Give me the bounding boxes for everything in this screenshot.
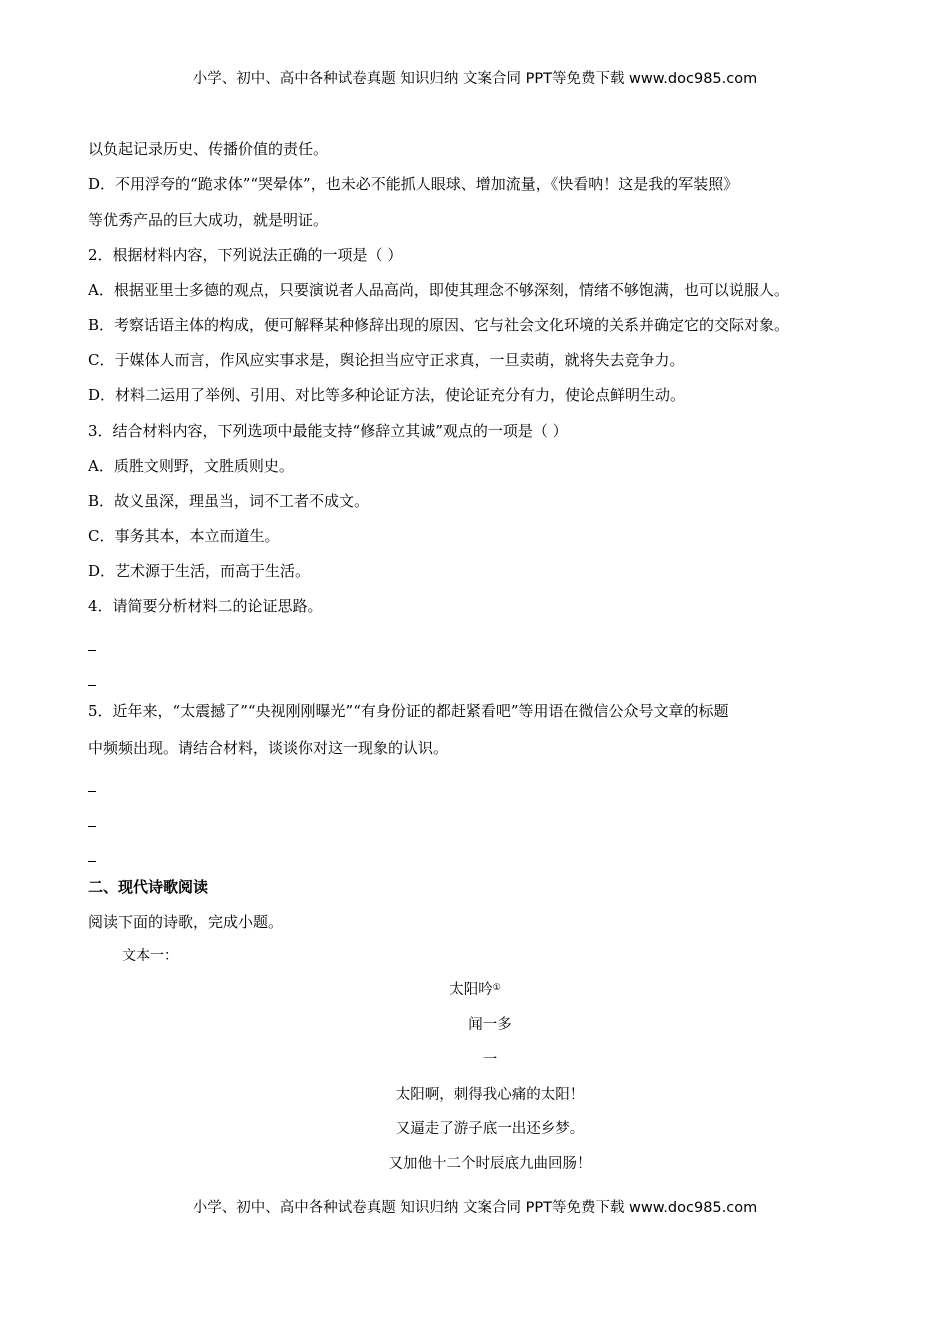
q2-stem: 2．根据材料内容，下列说法正确的一项是（ ） bbox=[88, 246, 403, 264]
footnote-marker[interactable]: ① bbox=[492, 983, 501, 993]
q3-option-c: C．事务其本，本立而道生。 bbox=[88, 527, 280, 545]
answer-blank-line[interactable] bbox=[88, 791, 96, 792]
q2-option-b: B．考察话语主体的构成，便可解释某种修辞出现的原因、它与社会文化环境的关系并确定它的交际对象。 bbox=[88, 316, 790, 334]
poem-author: 闻一多 bbox=[468, 1017, 512, 1033]
poem-part-number: 一 bbox=[482, 1052, 498, 1068]
text-label: 文本一： bbox=[122, 948, 178, 964]
section-instruction: 阅读下面的诗歌，完成小题。 bbox=[88, 913, 284, 931]
page-header: 小学、初中、高中各种试卷真题 知识归纳 文案合同 PPT等免费下载 www.doc985.com bbox=[192, 71, 758, 87]
section-title: 二、现代诗歌阅读 bbox=[88, 878, 209, 896]
q5-line2: 中频频出现。请结合材料，谈谈你对这一现象的认识。 bbox=[88, 739, 449, 757]
q2-option-a: A．根据亚里士多德的观点，只要演说者人品高尚，即使其理念不够深刻，情绪不够饱满，也可以说服人。 bbox=[88, 281, 789, 299]
q3-option-a: A．质胜文则野，文胜质则史。 bbox=[88, 457, 294, 475]
q3-stem: 3．结合材料内容，下列选项中最能支持“修辞立其诚”观点的一项是（ ） bbox=[88, 422, 568, 440]
answer-blank-line[interactable] bbox=[88, 861, 96, 862]
q1-continued-text: 以负起记录历史、传播价值的责任。 bbox=[88, 140, 329, 158]
page-footer: 小学、初中、高中各种试卷真题 知识归纳 文案合同 PPT等免费下载 www.doc985.com bbox=[192, 1200, 758, 1216]
q3-option-d: D．艺术源于生活，而高于生活。 bbox=[88, 562, 311, 580]
q3-option-b: B．故义虽深，理虽当，词不工者不成文。 bbox=[88, 492, 370, 510]
answer-blank-line[interactable] bbox=[88, 826, 96, 827]
poem-line: 又加他十二个时辰底九曲回肠！ bbox=[388, 1156, 592, 1172]
q4-stem: 4．请简要分析材料二的论证思路。 bbox=[88, 597, 323, 615]
q2-option-c: C．于媒体人而言，作风应实事求是，舆论担当应守正求真，一旦卖萌，就将失去竞争力。 bbox=[88, 351, 685, 369]
q2-option-d: D．材料二运用了举例、引用、对比等多种论证方法，使论证充分有力，使论点鲜明生动。 bbox=[88, 386, 686, 404]
poem-line: 又逼走了游子底一出还乡梦。 bbox=[395, 1121, 585, 1137]
poem-line: 太阳啊，刺得我心痛的太阳！ bbox=[395, 1087, 585, 1103]
poem-title bbox=[0, 980, 950, 1000]
answer-blank-line[interactable] bbox=[88, 650, 96, 651]
answer-blank-line[interactable] bbox=[88, 685, 96, 686]
poem-title-text: 太阳吟 bbox=[449, 982, 493, 998]
q5-line1: 5．近年来，“太震撼了”“央视刚刚曝光”“有身份证的都赶紧看吧”等用语在微信公众号文章的标题 bbox=[88, 702, 729, 720]
q1-option-d-line2: 等优秀产品的巨大成功，就是明证。 bbox=[88, 211, 329, 229]
q1-option-d-line1: D．不用浮夸的“跪求体”“哭晕体”，也未必不能抓人眼球、增加流量，《快看呐！这是我的军装照》 bbox=[88, 175, 739, 193]
